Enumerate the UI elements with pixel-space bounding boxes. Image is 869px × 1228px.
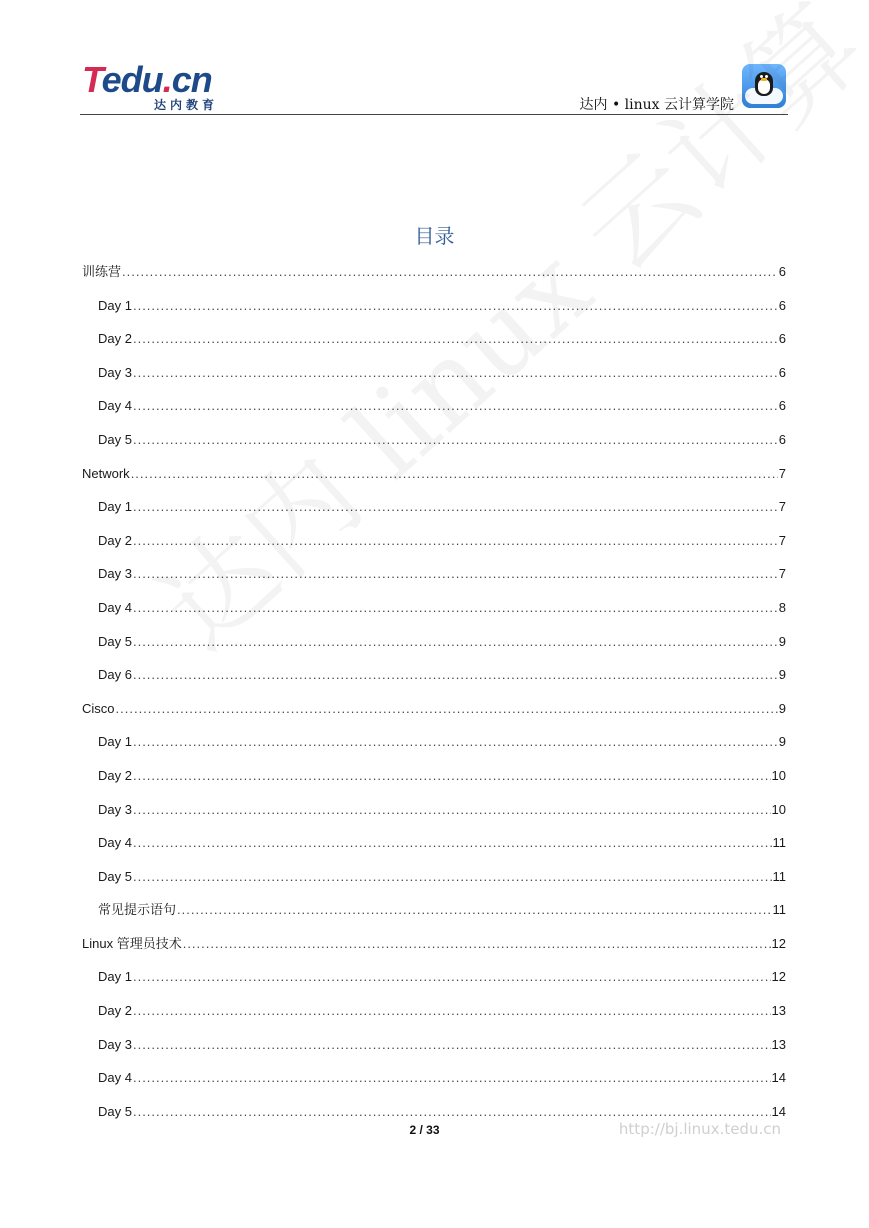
tedu-logo: [82, 60, 232, 112]
toc-entry[interactable]: [82, 262, 786, 296]
toc-leader-dots: [133, 565, 778, 583]
toc-leader-dots: [122, 263, 778, 281]
toc-leader-dots: [133, 1002, 771, 1020]
toc-entry[interactable]: [82, 296, 786, 330]
toc-entry-page: 10: [771, 801, 786, 817]
toc-entry[interactable]: [82, 564, 786, 598]
toc-entry-label: 训练营: [82, 264, 122, 279]
toc-leader-dots: [133, 834, 772, 852]
tux-cloud-icon: [742, 64, 786, 108]
logo-wordmark: Tedu.cn: [82, 59, 212, 100]
toc-entry-label: Day 5: [98, 633, 132, 649]
toc-leader-dots: [133, 297, 778, 315]
toc-leader-dots: [116, 700, 778, 718]
toc-entry-label: Day 4: [98, 398, 132, 414]
toc-entry-page: 9: [778, 633, 786, 649]
toc-entry-page: 9: [778, 734, 786, 750]
toc-leader-dots: [133, 431, 778, 449]
toc-entry-page: 6: [778, 331, 786, 347]
toc-entry-page: 13: [771, 1036, 786, 1052]
toc-entry-label: Day 4: [98, 599, 132, 615]
toc-leader-dots: [133, 1103, 771, 1121]
toc-leader-dots: [133, 968, 771, 986]
toc-entry[interactable]: [82, 1035, 786, 1069]
toc-entry-page: 7: [778, 499, 786, 515]
toc-entry-page: 11: [772, 868, 786, 884]
toc-entry-label: Network: [82, 465, 130, 481]
toc-leader-dots: [133, 599, 778, 617]
toc-entry[interactable]: [82, 430, 786, 464]
toc-entry-page: 11: [772, 835, 786, 851]
toc-entry-label: Day 3: [98, 566, 132, 582]
toc-entry-page: 7: [778, 566, 786, 582]
toc-entry[interactable]: [82, 531, 786, 565]
toc-entry-page: 6: [778, 398, 786, 414]
toc-entry-page: 14: [771, 1070, 786, 1086]
toc-leader-dots: [133, 1036, 771, 1054]
toc-leader-dots: [133, 633, 778, 651]
toc-entry-label: Day 2: [98, 1003, 132, 1019]
toc-entry-label: Cisco: [82, 700, 115, 716]
toc-entry[interactable]: [82, 1001, 786, 1035]
toc-leader-dots: [183, 935, 771, 953]
toc-entry-label: Day 5: [98, 431, 132, 447]
toc-entry-page: 6: [778, 297, 786, 313]
toc-entry-label: Day 2: [98, 331, 132, 347]
toc-entry-page: 11: [772, 902, 786, 918]
logo-subtitle: 达内教育: [154, 98, 219, 112]
toc-entry-page: 7: [778, 465, 786, 481]
header-title: 达内 • linux 云计算学院: [579, 97, 734, 113]
toc-entry-label: Day 4: [98, 1070, 132, 1086]
toc-entry-page: 13: [771, 1003, 786, 1019]
toc-entry-page: 12: [771, 935, 786, 951]
toc-entry[interactable]: [82, 699, 786, 733]
toc-leader-dots: [131, 465, 778, 483]
footer-url: http://bj.linux.tedu.cn: [618, 1120, 781, 1138]
toc-entry-label: Day 2: [98, 767, 132, 783]
toc-title: 目录: [414, 224, 455, 248]
toc-entry-label: Day 3: [98, 1036, 132, 1052]
toc-leader-dots: [133, 767, 771, 785]
toc-entry[interactable]: [82, 329, 786, 363]
toc-entry-page: 6: [778, 364, 786, 380]
toc-entry[interactable]: [82, 967, 786, 1001]
page-indicator: 2 / 33: [409, 1123, 440, 1137]
toc-entry-label: Day 1: [98, 499, 132, 515]
toc-entry[interactable]: [82, 1068, 786, 1102]
toc-leader-dots: [133, 498, 778, 516]
toc-leader-dots: [177, 901, 771, 919]
toc-entry[interactable]: [82, 867, 786, 901]
toc-entry[interactable]: [82, 464, 786, 498]
toc-leader-dots: [133, 801, 771, 819]
toc-leader-dots: [133, 1069, 771, 1087]
toc-entry-label: Linux 管理员技术: [82, 935, 182, 951]
toc-entry[interactable]: [82, 363, 786, 397]
toc-leader-dots: [133, 868, 772, 886]
toc-entry-page: 6: [778, 431, 786, 447]
toc-entry-label: Day 5: [98, 1103, 132, 1119]
toc-entry-page: 9: [778, 700, 786, 716]
toc-entry[interactable]: [82, 598, 786, 632]
toc-entry-label: Day 1: [98, 734, 132, 750]
toc-entry[interactable]: [82, 732, 786, 766]
toc-entry-label: Day 6: [98, 667, 132, 683]
toc-entry-page: 12: [771, 969, 786, 985]
toc-entry-label: Day 1: [98, 297, 132, 313]
toc-leader-dots: [133, 330, 778, 348]
toc-entry-label: Day 5: [98, 868, 132, 884]
toc-entry[interactable]: [82, 632, 786, 666]
table-of-contents: [82, 262, 786, 1135]
toc-leader-dots: [133, 733, 778, 751]
toc-leader-dots: [133, 532, 778, 550]
toc-entry-label: Day 4: [98, 835, 132, 851]
toc-leader-dots: [133, 666, 778, 684]
toc-entry-page: 6: [778, 264, 786, 279]
page-header: [80, 58, 788, 116]
toc-entry[interactable]: [82, 497, 786, 531]
toc-entry-page: 9: [778, 667, 786, 683]
toc-entry[interactable]: [82, 665, 786, 699]
toc-entry[interactable]: [82, 934, 786, 968]
toc-leader-dots: [133, 397, 778, 415]
toc-entry-label: Day 3: [98, 801, 132, 817]
toc-entry[interactable]: [82, 800, 786, 834]
toc-entry-page: 14: [771, 1103, 786, 1119]
toc-entry-label: Day 1: [98, 969, 132, 985]
toc-entry-page: 8: [778, 599, 786, 615]
toc-entry[interactable]: [82, 396, 786, 430]
toc-entry[interactable]: [82, 766, 786, 800]
toc-entry-label: Day 3: [98, 364, 132, 380]
toc-leader-dots: [133, 364, 778, 382]
header-divider: [80, 114, 788, 115]
toc-entry-page: 7: [778, 532, 786, 548]
toc-entry-label: 常见提示语句: [98, 902, 177, 918]
toc-entry-page: 10: [771, 767, 786, 783]
toc-entry[interactable]: [82, 833, 786, 867]
toc-entry-label: Day 2: [98, 532, 132, 548]
toc-entry[interactable]: [82, 900, 786, 934]
